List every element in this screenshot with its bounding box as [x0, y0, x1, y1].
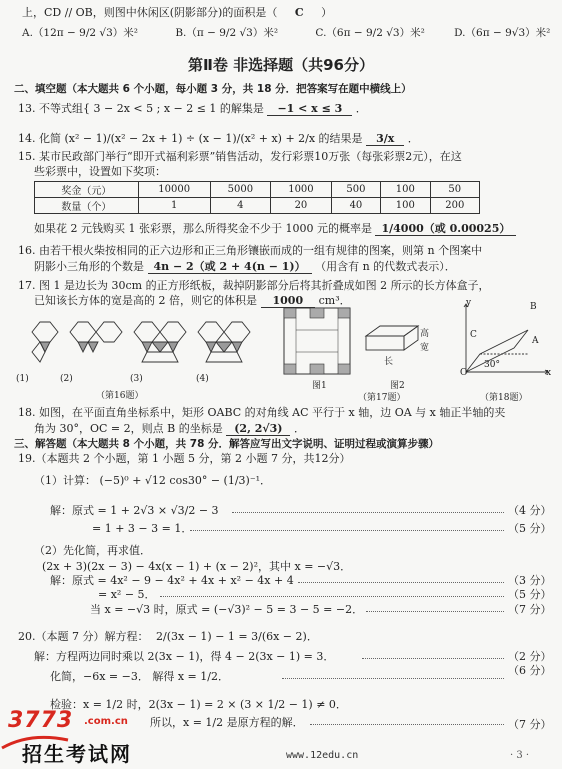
dotted-leader — [282, 678, 504, 679]
question-20-head — [18, 630, 318, 644]
score: （7 分） — [508, 603, 552, 616]
answer: 1000 — [261, 294, 316, 308]
solution-19-1a — [50, 504, 219, 518]
question-number: 13. — [18, 102, 36, 115]
table-cell: 1 — [138, 198, 210, 214]
figure-caption-q16: （第16题） — [96, 391, 144, 401]
question-13 — [18, 102, 367, 116]
page-number: · 3 · — [510, 750, 530, 761]
score: （6 分） — [508, 664, 552, 677]
figure-caption-q18: （第18题） — [480, 393, 528, 403]
answer: 1/4000（或 0.00025） — [375, 222, 516, 236]
solution-20-step4: 所以，x = 1/2 是原方程的解． — [150, 716, 304, 729]
question-number: 18. — [18, 406, 36, 419]
score: （5 分） — [508, 522, 552, 535]
score: （2 分） — [508, 650, 552, 663]
question-16-line2 — [34, 260, 456, 274]
figure-17-box — [362, 320, 442, 366]
point-c-label: C — [470, 330, 477, 340]
table-cell: 500 — [331, 182, 380, 198]
solution-19-2b: = x² − 5． — [98, 588, 156, 601]
dotted-leader — [362, 658, 504, 659]
table-cell: 100 — [381, 198, 430, 214]
option-c: C.（6π − 9/2 √3）米² — [315, 27, 425, 39]
table-cell: 4 — [210, 198, 271, 214]
score: （4 分） — [508, 504, 552, 517]
table-cell: 20 — [271, 198, 332, 214]
dotted-leader — [310, 724, 504, 725]
part-title: 第Ⅱ卷 非选择题（共96分） — [188, 56, 374, 74]
angle-label: 30° — [484, 360, 500, 370]
question-12-tail — [22, 6, 332, 20]
hex-label-1: (1) — [16, 374, 29, 384]
axis-y-label: y — [466, 298, 472, 308]
watermark-logo-number: 3773 — [8, 708, 74, 733]
question-text: 某市民政部门举行“即开式福利彩票”销售活动，发行彩票10万张（每张彩票2元），在这 — [39, 150, 462, 163]
prize-table — [34, 181, 480, 214]
box-label-height: 高 — [420, 329, 430, 339]
dotted-leader — [366, 611, 504, 612]
answer: 4n − 2（或 2 + 4(n − 1)） — [148, 260, 312, 274]
axis-x-label: x — [546, 368, 552, 378]
score: （5 分） — [508, 588, 552, 601]
question-text: 如果花 2 元钱购买 1 张彩票，那么所得奖金不少于 1000 元的概率是 — [34, 222, 372, 235]
question-end: ． — [407, 132, 419, 145]
question-end: ． — [293, 422, 305, 435]
question-text: 阴影小三角形的个数是 — [34, 260, 144, 273]
solution-20-step3: 检验：x = 1/2 时，2(3x − 1) = 2 × (3 × 1/2 − 1) ≠ 0． — [50, 698, 347, 711]
box-label-width: 宽 — [420, 343, 430, 353]
solution-19-2c: 当 x = −√3 时，原式 = (−√3)² − 5 = 3 − 5 = −2． — [90, 603, 364, 616]
watermark-site: www.12edu.cn — [286, 750, 359, 761]
section-heading-fill: 二、填空题（本大题共 6 个小题，每小题 3 分，共 18 分．把答案写在题中横线上） — [14, 83, 412, 95]
question-text: 已知该长方体的宽是高的 2 倍，则它的体积是 — [34, 294, 257, 307]
solution-19-1b: = 1 + 3 − 3 = 1． — [92, 522, 193, 535]
solution-label: 解：原式 — [50, 504, 94, 517]
table-cell: 40 — [331, 198, 380, 214]
question-number: 15. — [18, 150, 36, 163]
question-text: 如图，在平面直角坐标系中，矩形 OABC 的对角线 AC 平行于 x 轴，边 OA 与 x 轴正半轴的夹 — [39, 406, 506, 419]
table-cell: 5000 — [210, 182, 271, 198]
table-cell: 50 — [430, 182, 479, 198]
hex-label-4: (4) — [196, 374, 209, 384]
options-row — [22, 26, 550, 40]
dotted-leader — [232, 512, 504, 513]
option-b: B.（π − 9/2 √3）米² — [175, 27, 279, 39]
question-19-part2: （2）先化简，再求值． — [34, 544, 151, 557]
equation: 2/(3x − 1) − 1 = 3/(6x − 2)． — [156, 630, 318, 643]
figure-17-square — [282, 306, 354, 378]
table-cell: 10000 — [138, 182, 210, 198]
expression: (−5)⁰ + √12 cos30° − (1/3)⁻¹． — [99, 474, 272, 487]
question-text: 20.（本题 7 分）解方程： — [18, 630, 149, 643]
figure-caption-q17: （第17题） — [358, 393, 406, 403]
table-cell: 200 — [430, 198, 479, 214]
question-18-line2 — [34, 422, 305, 436]
answer: −1 < x ≤ 3 — [267, 102, 352, 116]
score: （7 分） — [508, 718, 552, 731]
section-heading-answers: 三、解答题（本大题共 8 个小题，共 78 分．解答应写出文字说明、证明过程或演算步骤） — [14, 438, 440, 450]
answer: C — [294, 6, 304, 19]
answer: (2, 2√3) — [226, 422, 290, 436]
question-text: 化简 (x² − 1)/(x² − 2x + 1) ÷ (x − 1)/(x² + x) + 2/x 的结果是 — [39, 132, 363, 145]
question-end: ． — [355, 102, 367, 115]
question-19-part2-expr: (2x + 3)(2x − 3) − 4x(x − 1) + (x − 2)²，其中 x = −√3． — [42, 560, 352, 573]
question-text: 上，CD // OB，则图中休闲区(阴影部分)的面积是（ — [22, 6, 278, 19]
table-cell: 1000 — [271, 182, 332, 198]
question-15-line3 — [34, 222, 516, 236]
table-row — [35, 182, 480, 198]
option-a: A.（12π − 9/2 √3）米² — [22, 27, 138, 39]
solution-19-2a: 解：原式 = 4x² − 9 − 4x² + 4x + x² − 4x + 4 — [50, 574, 294, 587]
point-b-label: B — [530, 302, 537, 312]
dotted-leader — [190, 530, 504, 531]
point-o-label: O — [460, 368, 468, 378]
table-cell: 奖金（元） — [35, 182, 139, 198]
question-17-line1 — [18, 279, 490, 293]
question-text: 由若干根火柴按相同的正六边形和正三角形镶嵌而成的一组有规律的图案，则第 n 个图案中 — [39, 244, 483, 257]
dotted-leader — [298, 582, 504, 583]
point-a-label: A — [532, 336, 539, 346]
question-text: 角为 30°，OC = 2，则点 B 的坐标是 — [34, 422, 223, 435]
unit: cm³． — [318, 294, 351, 307]
question-number: 14. — [18, 132, 36, 145]
watermark-logo-text: 招生考试网 — [22, 742, 132, 766]
part-label: （1）计算： — [34, 474, 96, 487]
figure-2-label: 图2 — [390, 381, 405, 391]
question-number: 16. — [18, 244, 36, 257]
question-15-line1 — [18, 150, 462, 164]
hex-label-3: (3) — [130, 374, 143, 384]
answer: 3/x — [366, 132, 404, 146]
table-row — [35, 198, 480, 214]
question-19-part1 — [34, 474, 271, 488]
question-text-end: ） — [321, 6, 333, 19]
question-14 — [18, 132, 419, 146]
hex-label-2: (2) — [60, 374, 73, 384]
hexagon-pattern-figures — [22, 318, 252, 374]
dotted-leader — [160, 596, 504, 597]
table-cell: 100 — [381, 182, 430, 198]
question-16-line1 — [18, 244, 482, 258]
table-cell: 数量（个） — [35, 198, 139, 214]
solution-step: = 1 + 2√3 × √3/2 − 3 — [97, 504, 219, 517]
question-15-line2: 些彩票中，设置如下奖项： — [34, 165, 166, 178]
question-text: 不等式组{ 3 − 2x < 5 ; x − 2 ≤ 1 的解集是 — [39, 102, 264, 115]
question-19-head: 19.（本题共 2 个小题，第 1 小题 5 分，第 2 小题 7 分，共12分） — [18, 452, 351, 465]
question-number: 17. — [18, 279, 36, 292]
watermark-logo-domain: .com.cn — [84, 716, 128, 727]
figure-1-label: 图1 — [312, 381, 327, 391]
question-text: （用含有 n 的代数式表示）． — [315, 260, 456, 273]
option-d: D.（6π − 9√3）米² — [454, 27, 551, 39]
question-text: 图 1 是边长为 30cm 的正方形纸板，裁掉阴影部分后将其折叠成如图 2 所示的长方体盒子， — [39, 279, 490, 292]
box-label-length: 长 — [384, 357, 394, 367]
solution-20-step1: 解：方程两边同时乘以 2(3x − 1)，得 4 − 2(3x − 1) = 3． — [34, 650, 335, 663]
solution-20-step2: 化简，−6x = −3． 解得 x = 1/2． — [50, 670, 229, 683]
question-18-line1 — [18, 406, 505, 420]
score: （3 分） — [508, 574, 552, 587]
